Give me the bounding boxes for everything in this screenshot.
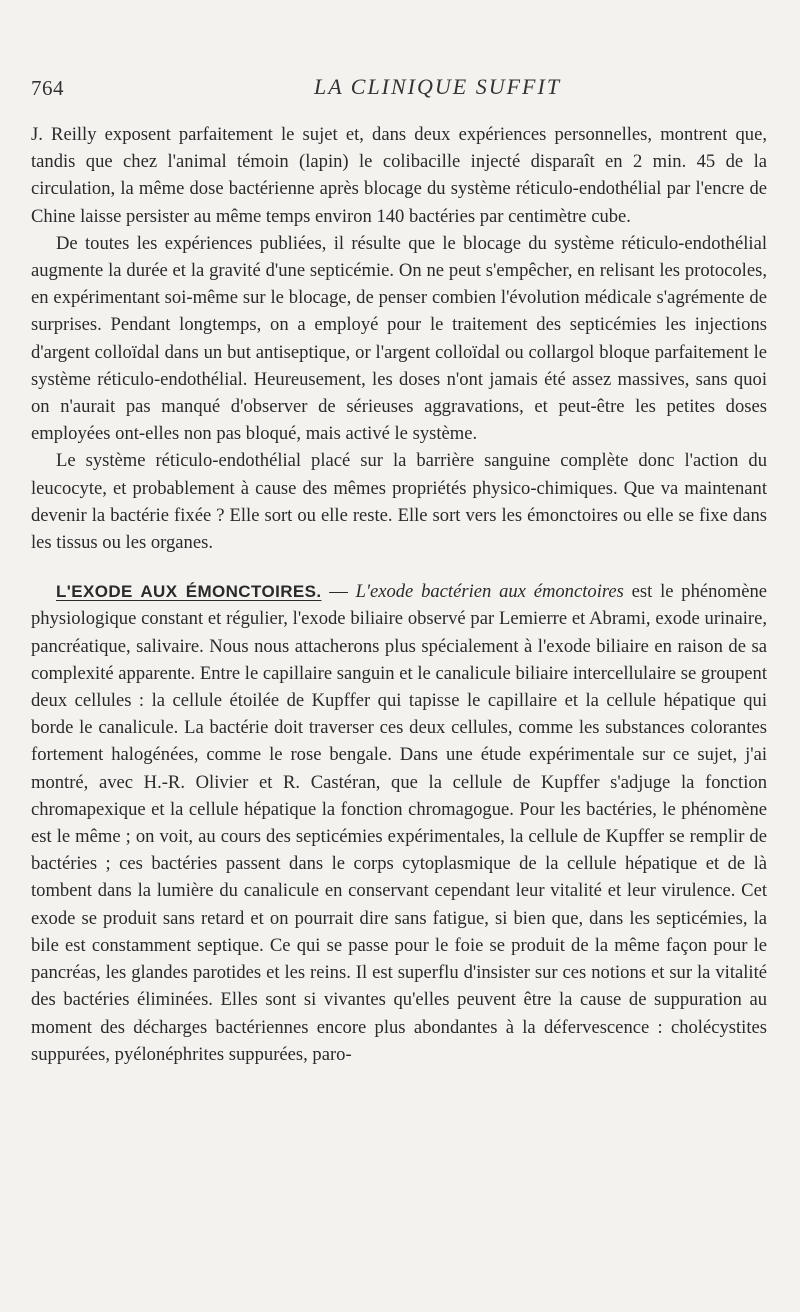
body-text xyxy=(31,121,767,1068)
section-text: est le phénomène physiologique constant et régulier, l'exode biliaire observé par Lemierre et Abrami, exode urinaire, pancréatique, salivaire. Nous nous attacherons plus spécialement à l'exode biliaire en raison de sa complexité apparente. Entre le capillaire sanguin et le canalicule biliaire intercellulaire se groupent deux cellules : la cellule étoilée de Kupffer qui tapisse le capillaire et la cellule hépatique qui borde le canalicule. La bactérie doit traverser ces deux cellules, comme les substances colorantes fortement halogénées, comme le rose bengale. Dans une étude expérimentale sur ce sujet, j'ai montré, avec H.-R. Olivier et R. Castéran, que la cellule de Kupffer s'adjuge la fonction chromapexique et la cellule hépatique la fonction chromagogue. Pour les bactéries, le phénomène est le même ; on voit, au cours des septicémies expérimentales, la cellule de Kupffer se remplir de bactéries ; ces bactéries passent dans le corps cytoplasmique de la cellule hépatique et de là tombent dans la lumière du canalicule en conservant cependant leur vitalité et leur virulence. Cet exode se produit sans retard et on pourrait dire sans fatigue, si bien que, dans les septicémies, la bile est constamment septique. Ce qui se passe pour le foie se produit de la même façon pour le pancréas, les glandes parotides et les reins. Il est superflu d'insister sur ces notions et sur la vitalité des bactéries éliminées. Elles sont si vivantes qu'elles peuvent être la cause de suppuration au moment des décharges bactériennes encore plus abondantes à la défervescence : cholécystites suppurées, pyélonéphrites suppurées, paro- xyxy=(31,581,767,1065)
section-dash: — xyxy=(321,581,356,603)
page-number: 764 xyxy=(31,76,64,100)
running-title: LA CLINIQUE SUFFIT xyxy=(314,74,562,99)
page-header xyxy=(31,74,771,110)
section-italic-lead: L'exode bactérien aux émonctoires xyxy=(355,581,624,603)
section-paragraph xyxy=(31,578,767,1068)
section-heading: L'EXODE AUX ÉMONCTOIRES. xyxy=(56,582,322,602)
paragraph-3: Le système réticulo-endothélial placé sur la barrière sanguine complète donc l'action du leucocyte, et probablement à cause des mêmes propriétés physico-chimiques. Que va maintenant devenir la bactérie fixée ? Elle sort ou elle reste. Elle sort vers les émonctoires ou elle se fixe dans les tissus ou les organes. xyxy=(31,450,767,554)
paragraph-2: De toutes les expériences publiées, il résulte que le blocage du système réticulo-endothélial augmente la durée et la gravité d'une septicémie. On ne peut s'empêcher, en relisant les protocoles, en expérimentant soi-même sur le blocage, de penser combien l'évolution médicale s'agrémente de surprises. Pendant longtemps, on a employé pour le traitement des septicémies les injections d'argent colloïdal dans un but antiseptique, or l'argent colloïdal ou collargol bloque parfaitement le système réticulo-endothélial. Heureusement, les doses n'ont jamais été assez massives, sans quoi on n'aurait pas manqué d'observer de sérieuses aggravations, et peut-être les petites doses employées ont-elles non pas bloqué, mais activé le système. xyxy=(31,232,767,445)
paragraph-1: J. Reilly exposent parfaitement le sujet et, dans deux expériences personnelles, montrent que, tandis que chez l'animal témoin (lapin) le colibacille injecté disparaît en 2 min. 45 de la circulation, la même dose bactérienne après blocage du système réticulo-endothélial par l'encre de Chine laisse persister au même temps environ 140 bactéries par centimètre cube. xyxy=(31,124,767,227)
